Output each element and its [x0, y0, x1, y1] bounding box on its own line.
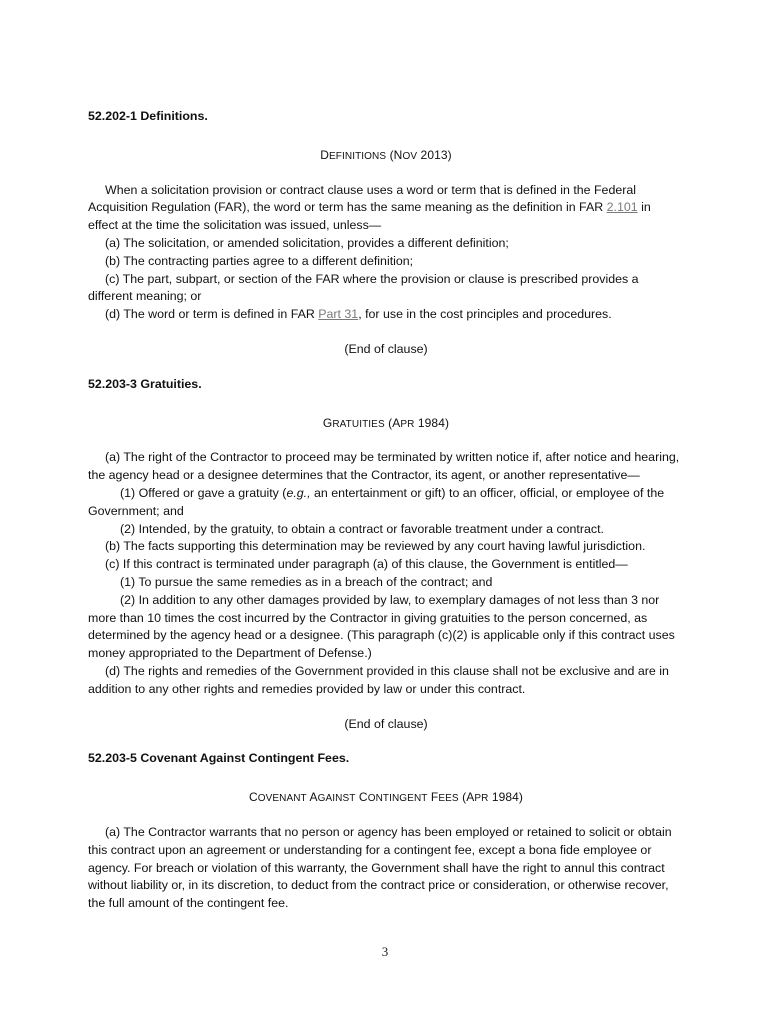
gratuities-para-b: (b) The facts supporting this determination may be reviewed by any court having lawful jurisdiction. [105, 539, 646, 554]
page-number: 3 [381, 944, 389, 959]
definitions-intro: When a solicitation provision or contract clause uses a word or term that is defined in the Federal Acquisition Regulation (FAR), the word or term has the same meaning as the definition in FAR 2.101 in effect at the time the solicitation was issued, unless— [88, 182, 651, 233]
definitions-para-d: (d) The word or term is defined in FAR Part 31, for use in the cost principles and procedures. [105, 307, 612, 322]
end-of-clause: (End of clause) [344, 716, 428, 731]
end-of-clause: (End of clause) [344, 341, 428, 356]
gratuities-para-c2: (2) In addition to any other damages provided by law, to exemplary damages of not less than 3 nor more than 10 times the cost incurred by the Contractor in giving gratuities to the person concerned, as determined by the agency head or a designee. (This paragraph (c)(2) is applicable only if this contract uses money appropriated to the Department of Defense.) [88, 592, 675, 661]
gratuities-para-c1: (1) To pursue the same remedies as in a breach of the contract; and [120, 574, 493, 589]
definitions-para-c: (c) The part, subpart, or section of the FAR where the provision or clause is prescribed provides a different meaning; or [88, 271, 639, 304]
gratuities-para-a2: (2) Intended, by the gratuity, to obtain a contract or favorable treatment under a contract. [120, 521, 604, 536]
far-part-31-link[interactable]: Part 31 [318, 307, 359, 322]
section-heading-52-203-5: 52.203-5 Covenant Against Contingent Fees. [88, 751, 350, 766]
gratuities-para-a: (a) The right of the Contractor to proceed may be terminated by written notice if, after notice and hearing, the agency head or a designee determines that the Contractor, its agent, or another representative— [88, 450, 680, 483]
far-2-101-link[interactable]: 2.101 [606, 200, 638, 215]
gratuities-para-a1: (1) Offered or gave a gratuity (e.g., an entertainment or gift) to an officer, official, or employee of the Government; and [88, 485, 665, 518]
definitions-para-a: (a) The solicitation, or amended solicitation, provides a different definition; [105, 235, 509, 250]
clause-title-definitions: DEFINITIONS (NOV 2013) [320, 147, 452, 162]
section-heading-52-203-3: 52.203-3 Gratuities. [88, 376, 202, 391]
section-heading-52-202-1: 52.202-1 Definitions. [88, 109, 208, 123]
clause-title-contingent-fees: COVENANT AGAINST CONTINGENT FEES (APR 1984) [248, 790, 524, 805]
clause-title-gratuities: GRATUITIES (APR 1984) [322, 415, 450, 430]
gratuities-para-d: (d) The rights and remedies of the Government provided in this clause shall not be exclusive and are in addition to any other rights and remedies provided by law or under this contract. [88, 663, 669, 696]
gratuities-para-c: (c) If this contract is terminated under paragraph (a) of this clause, the Government is entitled— [105, 557, 628, 572]
document-page [88, 108, 684, 913]
definitions-para-b: (b) The contracting parties agree to a different definition; [105, 253, 414, 268]
contingent-fees-para-a: (a) The Contractor warrants that no person or agency has been employed or retained to solicit or obtain this contract upon an agreement or understanding for a contingent fee, except a bona fide employee or agency. For breach or violation of this warranty, the Government shall have the right to annul this contract without liability or, in its discretion, to deduct from the contract price or consideration, or otherwise recover, the full amount of the contingent fee. [88, 824, 672, 911]
